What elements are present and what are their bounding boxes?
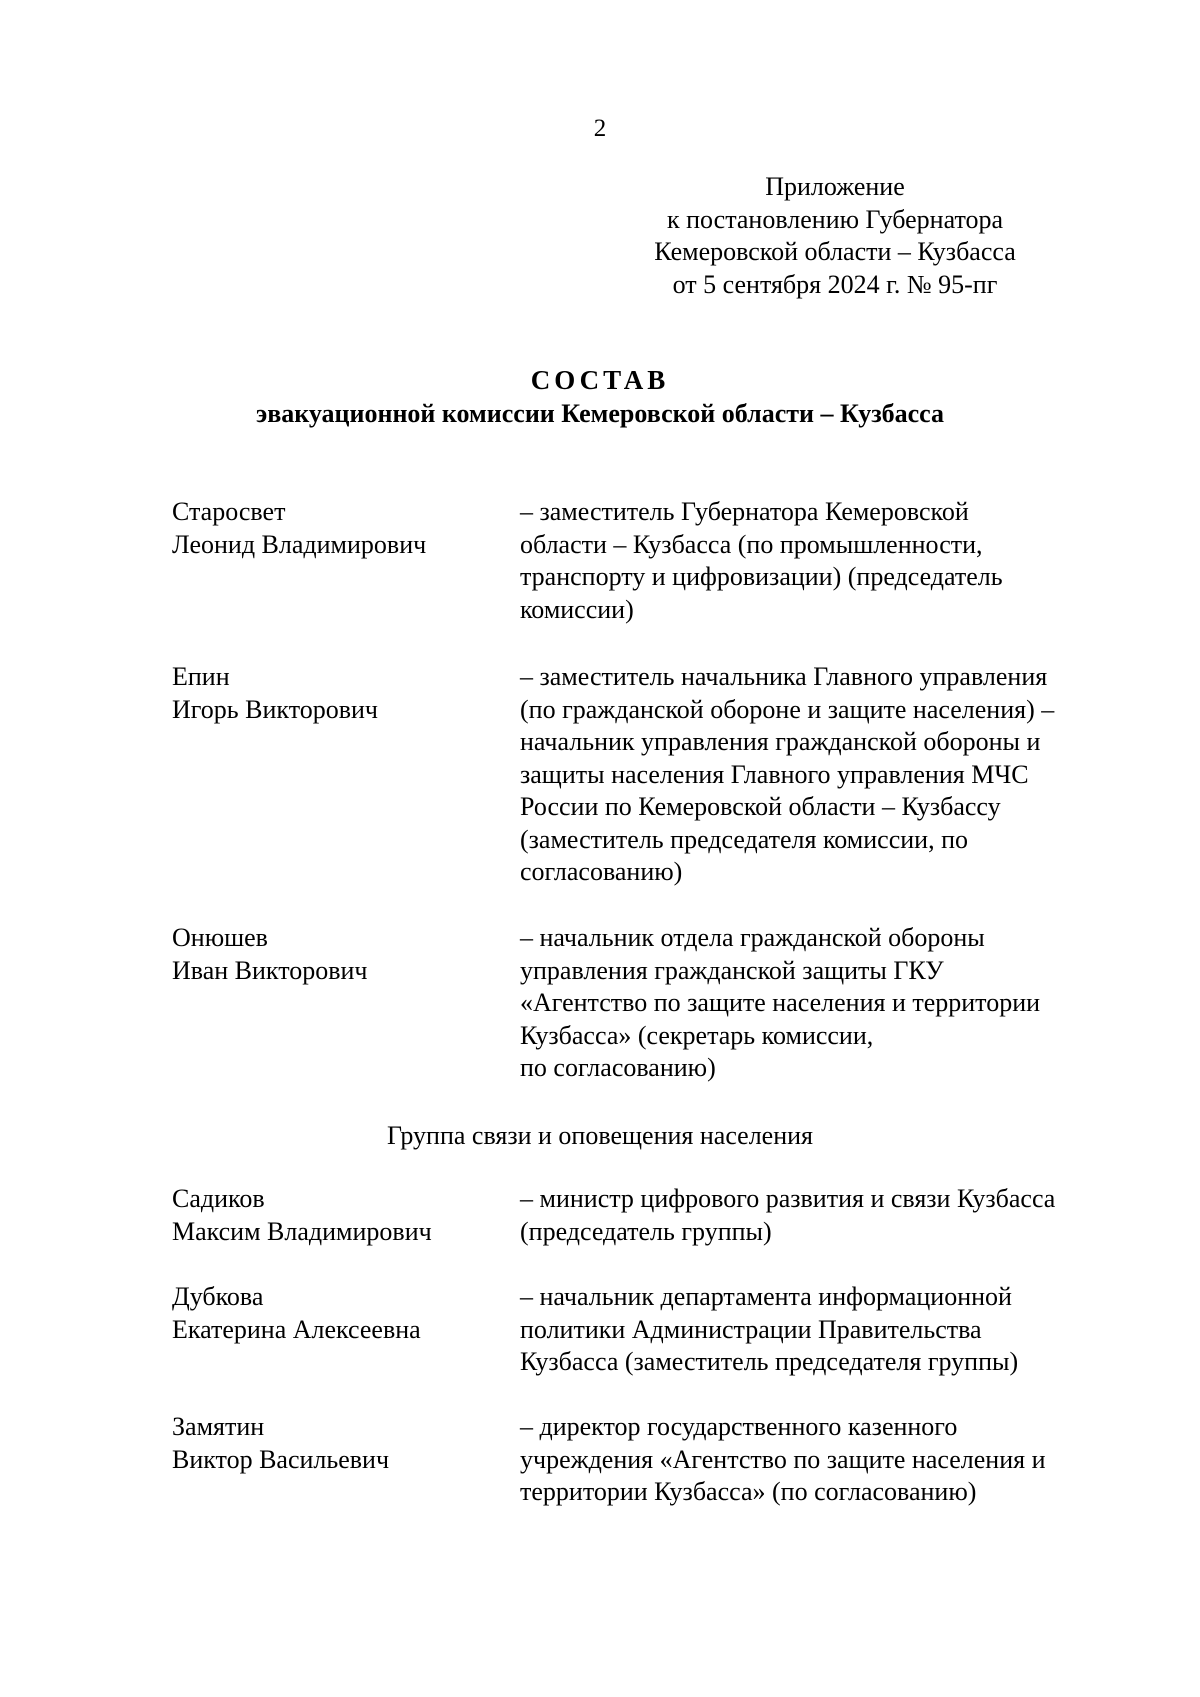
member-role [520,1411,1120,1509]
role-line: защиты населения Главного управления МЧС [520,759,1029,789]
member-surname: Епин [172,662,230,691]
role-line: – начальник департамента информационной [520,1282,1012,1311]
role-line: (по гражданской обороне и защите населения) – [520,694,1055,724]
role-line: начальник управления гражданской обороны и [520,727,1041,756]
member-name [172,1281,502,1346]
document-subtitle: эвакуационной комиссии Кемеровской области – Кузбасса [255,399,945,428]
member-name [172,661,502,726]
member-name [172,922,502,987]
member-given-names: Екатерина Алексеевна [172,1314,421,1344]
page-number: 2 [593,115,607,142]
appendix-line: Кемеровской области – Кузбасса [654,237,1016,266]
role-line: согласованию) [520,857,683,886]
role-line: России по Кемеровской области – Кузбассу [520,792,1001,821]
member-surname: Замятин [172,1412,265,1441]
member-role [520,661,1120,889]
member-given-names: Леонид Владимирович [172,529,427,559]
member-name [172,1411,502,1476]
member-role [520,922,1120,1085]
appendix-block [600,171,1070,301]
member-given-names: Иван Викторович [172,955,368,985]
member-role [520,1281,1120,1379]
role-line: области – Кузбасса (по промышленности, [520,529,983,559]
role-line: комиссии) [520,594,634,624]
member-role [520,496,1120,626]
member-surname: Садиков [172,1184,265,1213]
member-given-names: Виктор Васильевич [172,1444,390,1474]
role-line: – министр цифрового развития и связи Кузбасса [520,1184,1056,1213]
role-line: по согласованию) [520,1053,716,1082]
role-line: (заместитель председателя комиссии, по [520,824,968,854]
role-line: учреждения «Агентство по защите населения и [520,1444,1046,1474]
role-line: – заместитель Губернатора Кемеровской [520,497,969,526]
role-line: политики Администрации Правительства [520,1314,982,1344]
group-heading: Группа связи и оповещения населения [386,1121,814,1150]
member-surname: Онюшев [172,923,268,952]
role-line: транспорту и цифровизации) (председатель [520,562,1003,591]
member-name [172,1183,502,1248]
member-role [520,1183,1120,1248]
appendix-line: к постановлению Губернатора [666,204,1004,234]
role-line: «Агентство по защите населения и территории [520,988,1041,1017]
appendix-line: Приложение [765,172,905,201]
role-line: – заместитель начальника Главного управления [520,662,1048,691]
member-surname: Старосвет [172,497,286,526]
member-given-names: Игорь Викторович [172,694,378,724]
role-line: (председатель группы) [520,1216,772,1246]
member-name [172,496,502,561]
role-line: Кузбасса (заместитель председателя группы) [520,1347,1019,1376]
role-line: – начальник отдела гражданской обороны [520,923,985,952]
member-given-names: Максим Владимирович [172,1216,432,1246]
appendix-line: от 5 сентября 2024 г. № 95-пг [672,269,998,299]
role-line: территории Кузбасса» (по согласованию) [520,1477,977,1506]
role-line: Кузбасса» (секретарь комиссии, [520,1020,874,1050]
member-surname: Дубкова [172,1282,264,1311]
document-title: СОСТАВ [530,365,670,395]
role-line: управления гражданской защиты ГКУ [520,955,944,985]
role-line: – директор государственного казенного [520,1412,958,1441]
